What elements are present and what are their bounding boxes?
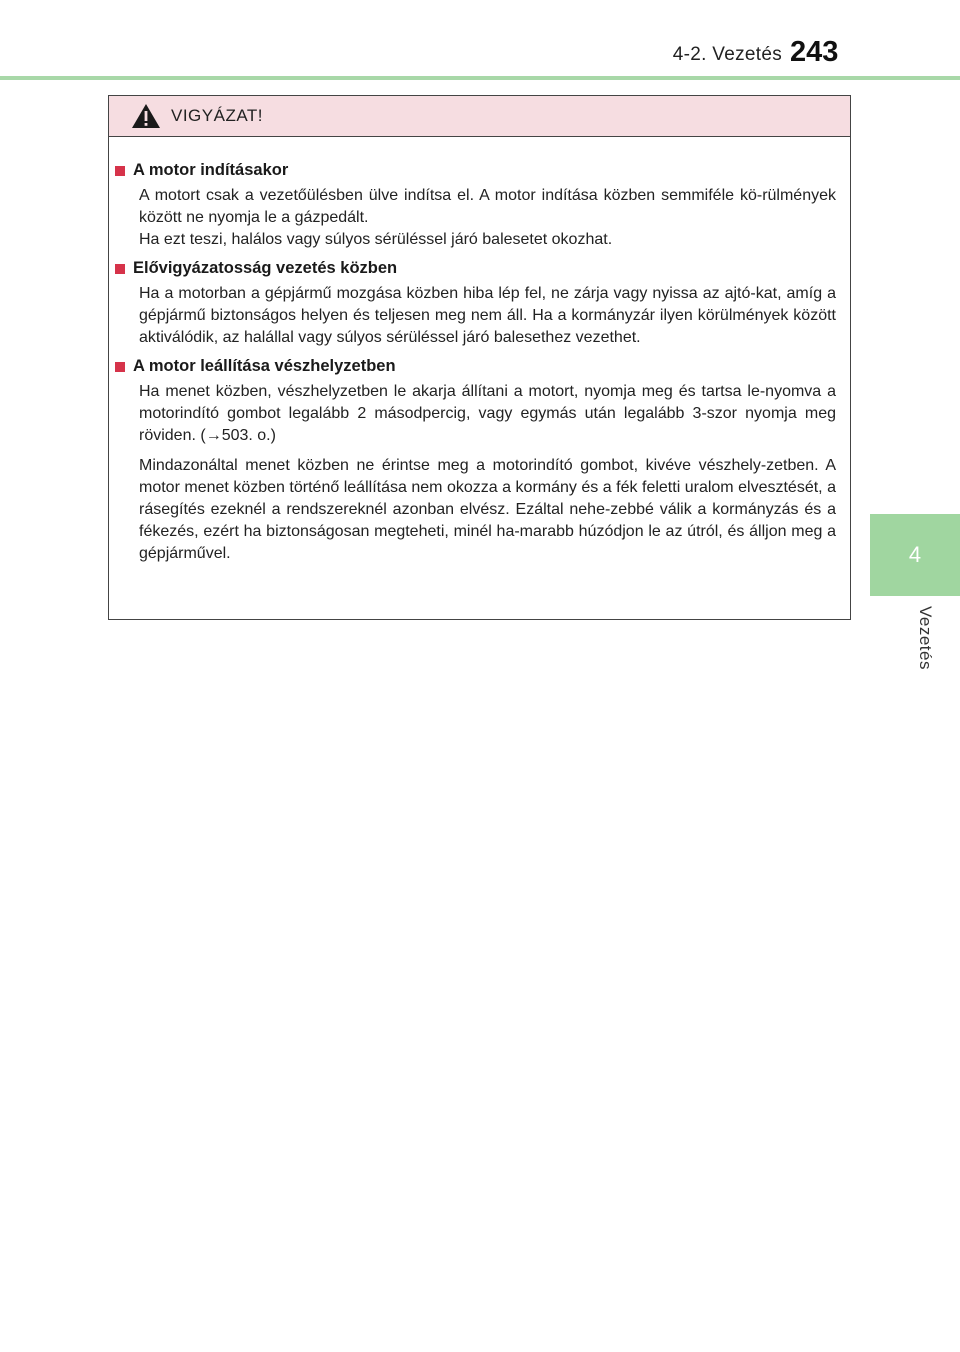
section-heading xyxy=(115,259,836,278)
section-heading xyxy=(115,161,836,180)
warning-title: VIGYÁZAT! xyxy=(171,106,264,125)
warning-triangle-icon xyxy=(131,103,161,129)
warning-header xyxy=(109,96,850,137)
paragraph: A motort csak a vezetőülésben ülve indítsa el. A motor indítása közben semmiféle kö-rülmények között ne nyomja le a gázpedált. xyxy=(139,187,836,226)
section-heading-text: Elővigyázatosság vezetés közben xyxy=(133,259,398,277)
paragraph: Ha ezt teszi, halálos vagy súlyos sérüléssel járó balesetet okozhat. xyxy=(139,231,613,248)
chapter-number: 4 xyxy=(908,542,922,567)
paragraph: Ha menet közben, vészhelyzetben le akarja állítani a motort, nyomja meg és tartsa le-nyomva a motorindító gombot legalább 2 másodpercig, vagy egymás után legalább 3-szor nyomja meg röviden. (→503. o.) xyxy=(139,383,836,444)
warning-body xyxy=(109,137,850,565)
square-bullet-icon xyxy=(115,166,125,176)
header-rule xyxy=(0,76,960,80)
section-heading xyxy=(115,357,836,376)
square-bullet-icon xyxy=(115,362,125,372)
warning-box xyxy=(108,95,851,620)
section-heading-text: A motor indításakor xyxy=(133,161,289,179)
paragraph: Ha a motorban a gépjármű mozgása közben hiba lép fel, ne zárja vagy nyissa az ajtó-kat, amíg a gépjármű biztonságos helyen és teljesen meg nem áll. Ha a kormányzár ilyen körülmények között aktiválódik, az halállal vagy súlyos sérüléssel járó balesethez vezethet. xyxy=(139,285,836,346)
page-number: 243 xyxy=(790,36,839,68)
square-bullet-icon xyxy=(115,264,125,274)
section-heading-text: A motor leállítása vészhelyzetben xyxy=(133,357,396,375)
section-title: 4-2. Vezetés xyxy=(672,44,782,65)
chapter-label: Vezetés xyxy=(916,606,935,670)
paragraph: Mindazonáltal menet közben ne érintse meg a motorindító gombot, kivéve vészhely-zetben. A motor menet közben történő leállítása nem okozza a kormány és a fék feletti uralom elvesztését, a rásegítés ezeknél a rendszereknél azonban elvész. Ezáltal nehe-zebbé válik a kormányzás és a fékezés, ezért ha biztonságosan megteheti, minél ha-marabb húzódjon le az útról, és álljon meg a gépjárművel. xyxy=(139,457,836,562)
chapter-tab[interactable] xyxy=(870,514,960,596)
